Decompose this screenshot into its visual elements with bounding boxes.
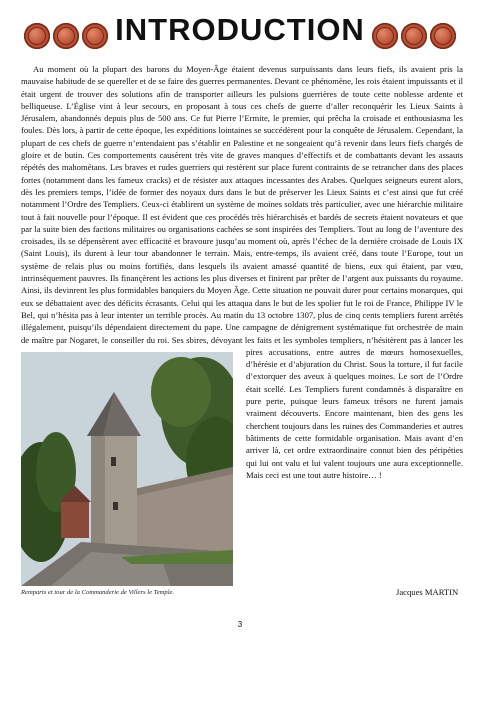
- page-number: 3: [237, 620, 243, 629]
- templar-seal-icon: [430, 23, 456, 49]
- commanderie-photo: [21, 352, 233, 586]
- templar-seal-icon: [401, 23, 427, 49]
- templar-seal-icon: [372, 23, 398, 49]
- page-header: [0, 0, 480, 60]
- tower-illustration: [21, 352, 233, 586]
- figure-caption: Remparts et tour de la Commanderie de Villers le Temple.: [21, 589, 175, 596]
- page-title: INTRODUCTION: [115, 12, 365, 47]
- article-paragraph: Au moment où la plupart des barons du Moyen-Âge étaient devenus surpuissants dans leurs fiefs, ils avaient pris la mauvaise habitude de se quereller et de se faire des guerres permanentes. Devant ce phénomène, les rois étaient impuissants et il était urgent de trouver des solutions afin de transporter ailleurs les pulsions guerrières de toute cette noblesse ardente et belliqueuse. L’Église vint à leur secours, en proposant à tous ces chefs de guerre d’aller reconquérir les Lieux Saints à Jérusalem, abandonnés depuis plus de 500 ans. Ce fut Pierre l’Ermite, le premier, qui prêcha la croisade et enthousiasma les foules. Dès lors, à partir de cette époque, les expéditions lointaines se succédèrent pour la conquête de Jérusalem. Cependant, la plupart de ces chefs de guerre n’entendaient pas s’établir en Palestine et ne songeaient qu’à revenir dans leurs fiefs chargés de gloire et de butin. Ces comportements causèrent très vite de graves manques d’effectifs et de combattants devant les assauts répétés des mahométans. Les braves et rudes guerriers qui restèrent sur place furent contraints de se retrancher dans des places fortes (notamment dans les fameux cracks) et de résister aux attaques incessantes des Arabes. Quelques seigneurs eurent alors, dès les premiers temps, l’idée de former des noyaux durs dans le but de préserver les Lieux Saints et c’est ainsi que fut créé notamment l’Ordre des Templiers. Ceux-ci établirent un système de moines soldats très particulier, avec une hiérarchie militaire tout à fait nouvelle pour l’époque. Il est évident que ces procédés très hiérarchisés et bardés de secrets étaient novateurs et que par la suite bien des factions militaires ou organisations cachées se sont inspirées des Templiers. Tout au long de l’aventure des croisades, ils se dépensèrent avec efficacité et bravoure jusqu’au moment où, après l’échec de la dernière croisade de Louis IX (Saint Louis), ils durent à leur tour abandonner le terrain. Mais, entre-temps, ils avaient créé, dans toute l’Europe, tout un système de relais plus ou moins fortifiés, dans lesquels ils avaient amassé quantité de biens, eux qui étaient, par vœu, intrinsèquement pauvres. Ils finançèrent les actions les plus diverses et finirent par prêter de l’argent aux puissants du royaume. Ainsi, ils devinrent les plus formidables banquiers du Moyen Âge. Cette situation ne pouvait durer pour certains monarques, qui eux se débattaient avec des déficits écrasants. Celui qui les attaqua dans le but de les spolier fut le roi de France, Philippe IV le Bel, qui n’hésita pas à leur intenter un terrible procès. Au matin du 13 octobre 1307, plus de cinq cents templiers furent arrêtés illégalement, puisqu’ils dépendaient directement du pape. Une campagne de dénigrement systématique fut orchestrée de main de maître par Nogaret, le conseiller du roi. Ses sbires, dévoyant les faits et les symboles templiers, n’hésitèrent pas à lancer les pires accusations, entre autres de mœurs homosexuelles, d’hérésie et d’abjuration du Christ. Sous la torture, il fut facile d’extorquer des aveux à quelques moines. Le sort de l’Ordre était scellé. Les Templiers furent condamnés à disparaître en pure perte, puisque leurs fameux trésors ne furent jamais vraiment découverts. Encore maintenant, bien des gens les cherchent toujours dans les ruines des Commanderies et autres bâtiments de cette formidable organisation. Mais avant d’en arriver là, cet ordre extraordinaire connut bien des péripéties qui lui ont valu et lui valent toujours une aura exceptionnelle. Mais ceci est une tout autre histoire… !: [21, 64, 463, 480]
- author-signature: Jacques MARTIN: [396, 587, 459, 597]
